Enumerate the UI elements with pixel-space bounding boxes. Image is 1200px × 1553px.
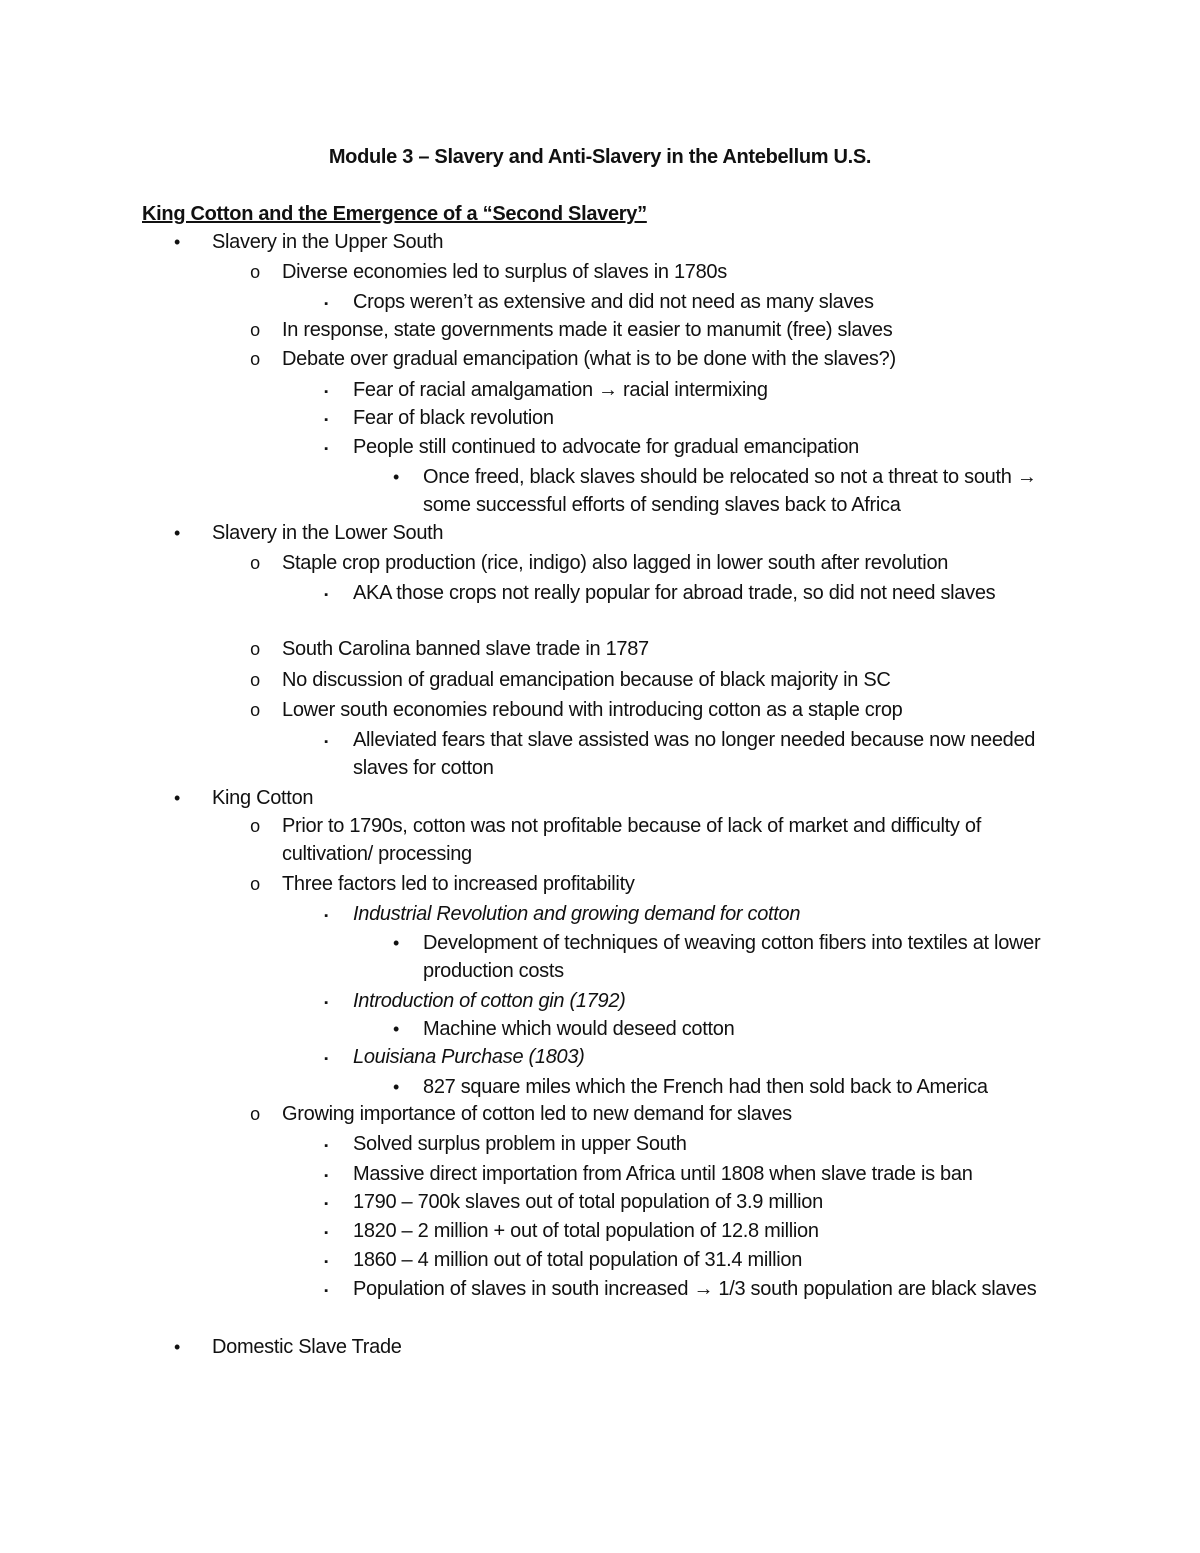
outline-item-level-2 — [250, 870, 1072, 898]
bullet-marker: ▪ — [324, 1198, 328, 1210]
outline-item-text: Debate over gradual emancipation (what is to be done with the slaves?) — [282, 348, 896, 370]
bullet-marker: ▪ — [324, 1256, 328, 1268]
bullet-marker: o — [250, 349, 260, 369]
outline-item-text: People still continued to advocate for gradual emancipation — [353, 436, 859, 458]
outline-item-text: Slavery in the Upper South — [212, 231, 444, 253]
outline-item-text: Louisiana Purchase (1803) — [353, 1046, 585, 1068]
outline-item-level-2 — [250, 549, 1072, 577]
outline-item-level-2 — [250, 812, 1072, 868]
outline-item-text: 1790 – 700k slaves out of total population of 3.9 million — [353, 1191, 823, 1213]
outline-item-level-1 — [173, 519, 1072, 547]
outline-item-text: Introduction of cotton gin (1792) — [353, 990, 626, 1012]
outline-item-text: South Carolina banned slave trade in 1787 — [282, 638, 649, 660]
bullet-marker: • — [173, 1337, 180, 1357]
outline-item-text: Slavery in the Lower South — [212, 522, 444, 544]
outline-item-level-3 — [324, 579, 1073, 607]
bullet-marker: o — [250, 670, 260, 690]
outline-item-text: Machine which would deseed cotton — [423, 1018, 735, 1040]
bullet-marker: o — [250, 816, 260, 836]
outline-item-level-4 — [392, 1015, 1073, 1043]
outline-item-text: King Cotton — [212, 787, 314, 809]
outline-item-text: In response, state governments made it easier to manumit (free) slaves — [282, 319, 893, 341]
outline-item-level-3 — [324, 900, 1073, 928]
bullet-marker: ▪ — [324, 736, 328, 748]
bullet-marker: o — [250, 639, 260, 659]
bullet-marker: o — [250, 553, 260, 573]
outline-item-text: Population of slaves in south increased → 1/3 south population are black slaves — [353, 1278, 1037, 1300]
bullet-marker: ▪ — [324, 1285, 328, 1297]
bullet-marker: o — [250, 1104, 260, 1124]
bullet-marker: o — [250, 320, 260, 340]
outline-item-level-3 — [324, 1043, 1073, 1071]
outline-item-text: Staple crop production (rice, indigo) also lagged in lower south after revolution — [282, 552, 949, 574]
bullet-marker: ▪ — [324, 997, 328, 1009]
outline-item-level-3 — [324, 404, 1073, 432]
outline-item-text: Three factors led to increased profitability — [282, 873, 635, 895]
outline-item-level-1 — [173, 1333, 1072, 1361]
outline-item-level-2 — [250, 696, 1072, 724]
outline-item-level-3 — [324, 987, 1073, 1015]
outline-item-text: Domestic Slave Trade — [212, 1336, 402, 1358]
outline-item-text: Diverse economies led to surplus of slaves in 1780s — [282, 261, 727, 283]
bullet-marker: • — [392, 1077, 399, 1097]
bullet-marker: o — [250, 700, 260, 720]
outline-item-text: No discussion of gradual emancipation because of black majority in SC — [282, 669, 891, 691]
bullet-marker: • — [392, 1019, 399, 1039]
outline-item-level-3 — [324, 288, 1073, 316]
outline-item-level-4 — [392, 1073, 1073, 1101]
bullet-marker: • — [173, 523, 180, 543]
outline-item-level-3 — [324, 1275, 1073, 1303]
outline-item-level-3 — [324, 1246, 1073, 1274]
bullet-marker: ▪ — [324, 298, 328, 310]
outline-item-text: Development of techniques of weaving cotton fibers into textiles at lower production costs — [423, 932, 1041, 982]
outline-item-level-2 — [250, 635, 1072, 663]
outline-item-level-2 — [250, 666, 1072, 694]
outline-item-text: 827 square miles which the French had then sold back to America — [423, 1076, 988, 1098]
bullet-marker: ▪ — [324, 1170, 328, 1182]
outline-item-text: Fear of black revolution — [353, 407, 554, 429]
outline-item-text: Crops weren’t as extensive and did not need as many slaves — [353, 291, 874, 313]
outline-item-text: Massive direct importation from Africa until 1808 when slave trade is ban — [353, 1163, 973, 1185]
outline-item-level-2 — [250, 258, 1072, 286]
outline-item-level-3 — [324, 1160, 1073, 1188]
outline-item-level-3 — [324, 376, 1073, 404]
bullet-marker: o — [250, 874, 260, 894]
outline-item-text: Industrial Revolution and growing demand for cotton — [353, 903, 801, 925]
bullet-marker: • — [173, 232, 180, 252]
bullet-marker: o — [250, 262, 260, 282]
bullet-marker: ▪ — [324, 1227, 328, 1239]
outline-item-level-2 — [250, 316, 1072, 344]
outline-item-level-4 — [392, 929, 1073, 985]
bullet-marker: ▪ — [324, 386, 328, 398]
bullet-marker: ▪ — [324, 589, 328, 601]
outline-item-level-3 — [324, 1188, 1073, 1216]
bullet-marker: • — [392, 467, 399, 487]
bullet-marker: ▪ — [324, 1140, 328, 1152]
outline-item-text: Lower south economies rebound with introducing cotton as a staple crop — [282, 699, 903, 721]
bullet-marker: ▪ — [324, 443, 328, 455]
outline-item-text: 1860 – 4 million out of total population of 31.4 million — [353, 1249, 803, 1271]
outline-item-level-4 — [392, 463, 1073, 519]
outline-item-level-2 — [250, 1100, 1072, 1128]
outline-item-text: Solved surplus problem in upper South — [353, 1133, 687, 1155]
outline-item-level-1 — [173, 784, 1072, 812]
outline-item-text: Growing importance of cotton led to new demand for slaves — [282, 1103, 792, 1125]
outline-item-text: AKA those crops not really popular for abroad trade, so did not need slaves — [353, 582, 996, 604]
bullet-marker: ▪ — [324, 1053, 328, 1065]
outline-item-text: 1820 – 2 million + out of total population of 12.8 million — [353, 1220, 819, 1242]
outline-item-level-3 — [324, 1217, 1073, 1245]
bullet-marker: • — [392, 933, 399, 953]
document-title: Module 3 – Slavery and Anti-Slavery in the Antebellum U.S. — [328, 146, 872, 168]
bullet-marker: • — [173, 788, 180, 808]
bullet-marker: ▪ — [324, 414, 328, 426]
outline-item-level-3 — [324, 726, 1073, 782]
outline-item-level-3 — [324, 1130, 1073, 1158]
outline-item-level-1 — [173, 228, 1072, 256]
outline-item-level-3 — [324, 433, 1073, 461]
outline-item-text: Alleviated fears that slave assisted was no longer needed because now needed slaves for cotton — [353, 729, 1036, 779]
bullet-marker: ▪ — [324, 910, 328, 922]
outline-item-text: Once freed, black slaves should be relocated so not a threat to south → some successful efforts of sending slaves back to Africa — [423, 466, 1037, 516]
outline-item-text: Prior to 1790s, cotton was not profitable because of lack of market and difficulty of cultivation/ processing — [282, 815, 981, 865]
outline-item-level-2 — [250, 345, 1072, 373]
outline-item-text: Fear of racial amalgamation → racial intermixing — [353, 379, 768, 401]
section-heading: King Cotton and the Emergence of a “Second Slavery” — [142, 203, 647, 225]
